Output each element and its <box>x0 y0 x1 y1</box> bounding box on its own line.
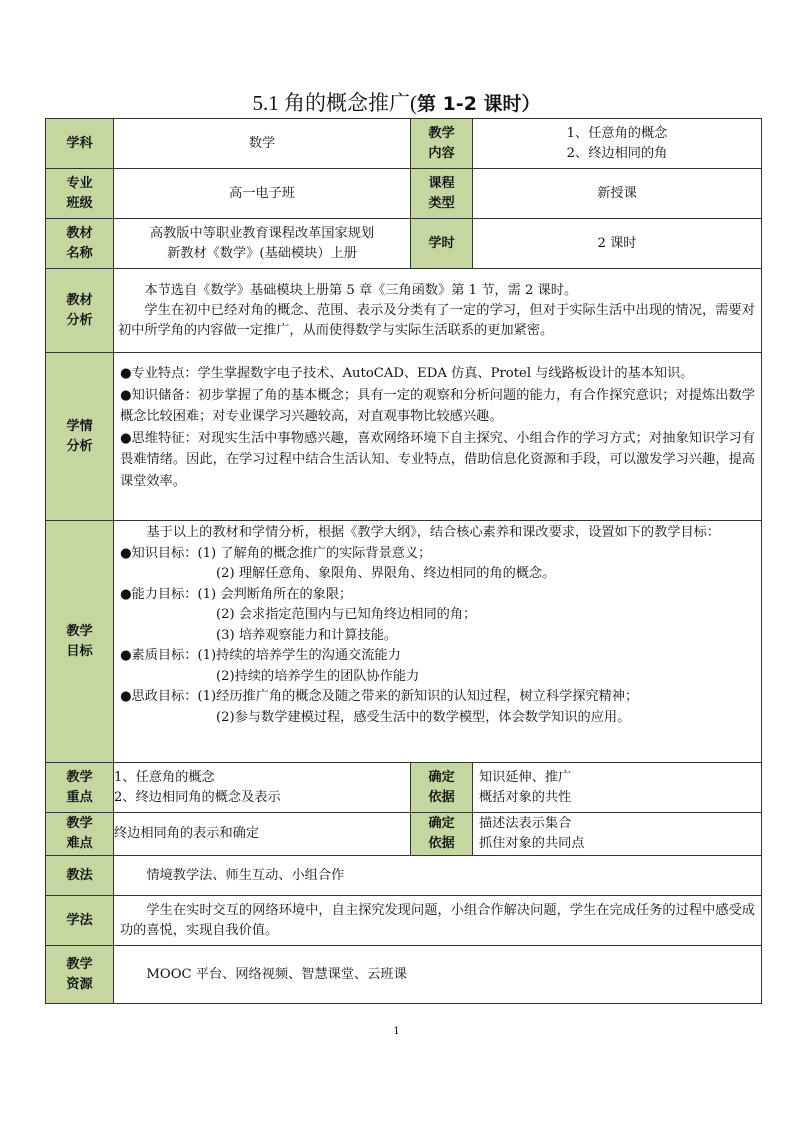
row-student-analysis <box>46 353 762 521</box>
value-teaching-method: 情境教学法、师生互动、小组合作 <box>114 856 762 896</box>
content-item: 2、终边相同的角 <box>566 145 668 161</box>
value-course-type: 新授课 <box>473 169 762 219</box>
row-teaching-method <box>46 856 762 896</box>
page-title <box>0 90 793 117</box>
value-content <box>473 119 762 169</box>
student-analysis-item: ●知识储备：初步掌握了角的基本概念；具有一定的观察和分析问题的能力，有合作探究意识；对提炼出数学概念比较困难；对专业课学习兴趣较高，对直观事物比较感兴趣。 <box>120 387 755 424</box>
row-subject <box>46 119 762 169</box>
value-resources: MOOC 平台、网络视频、智慧课堂、云班课 <box>114 946 762 1004</box>
row-difficulties <box>46 813 762 856</box>
row-textbook <box>46 219 762 269</box>
row-learning-method <box>46 896 762 946</box>
value-learning-method: 学生在实时交互的网络环境中，自主探究发现问题，小组合作解决问题，学生在完成任务的过程中感受成功的喜悦，实现自我价值。 <box>114 896 762 946</box>
row-resources <box>46 946 762 1004</box>
value-hours: 2 课时 <box>473 219 762 269</box>
label-key-points: 教学 重点 <box>46 763 114 813</box>
label-difficulties-basis: 确定 依据 <box>411 813 473 856</box>
student-analysis-item: ●思维特征：对现实生活中事物感兴趣，喜欢网络环境下自主探究、小组合作的学习方式；对抽象知识学习有畏难情绪。因此，在学习过程中结合生活认知、专业特点，借助信息化资源和手段，可以激发学习兴趣，提高课堂效率。 <box>120 430 755 489</box>
label-course-type: 课程 类型 <box>411 169 473 219</box>
label-student-analysis: 学情 分析 <box>46 353 114 521</box>
content-item: 1、任意角的概念 <box>566 125 668 141</box>
label-hours: 学时 <box>411 219 473 269</box>
value-key-points-basis: 知识延伸、推广 概括对象的共性 <box>473 763 762 813</box>
value-student-analysis <box>114 353 762 521</box>
label-content: 教学 内容 <box>411 119 473 169</box>
label-class: 专业 班级 <box>46 169 114 219</box>
label-teaching-method: 教法 <box>46 856 114 896</box>
label-objectives: 教学 目标 <box>46 521 114 763</box>
value-subject: 数学 <box>114 119 411 169</box>
value-textbook-analysis: 本节选自《数学》基础模块上册第 5 章《三角函数》第 1 节，需 2 课时。 学生在初中已经对角的概念、范围、表示及分类有了一定的学习，但对于实际生活中出现的情况，需要对初中所学角的内容做一定推广，从而使得数学与实际生活联系的更加紧密。 <box>114 269 762 353</box>
label-key-points-basis: 确定 依据 <box>411 763 473 813</box>
value-difficulties: 终边相同角的表示和确定 <box>114 813 411 856</box>
row-key-points <box>46 763 762 813</box>
lesson-plan-table <box>45 118 762 1004</box>
label-resources: 教学 资源 <box>46 946 114 1004</box>
value-objectives: 基于以上的教材和学情分析，根据《教学大纲》，结合核心素养和课改要求，设置如下的教学目标： ●知识目标：(1) 了解角的概念推广的实际背景意义； (2) 理解任意角、象限角、界限角、终边相同的角的概念。 ●能力目标：(1) 会判断角所在的象限； (2) 会求指定范围内与已知角终边相同的角； (3) 培养观察能力和计算技能。 ●素质目标：(1)持续的培养学生的沟通交流能力 (2)持续的培养学生的团队协作能力 ●思政目标：(1)经历推广角的概念及随之带来的新知识的认知过程，树立科学探究精神； (2)参与数学建模过程，感受生活中的数学模型，体会数学知识的应用。 <box>114 521 762 763</box>
row-class <box>46 169 762 219</box>
value-key-points: 1、任意角的概念 2、终边相同角的概念及表示 <box>114 763 411 813</box>
value-difficulties-basis: 描述法表示集合 抓住对象的共同点 <box>473 813 762 856</box>
title-text: 5.1 角的概念推广( <box>252 91 417 115</box>
title-bold-text: 第 1-2 课时） <box>416 93 541 115</box>
label-textbook: 教材 名称 <box>46 219 114 269</box>
row-objectives <box>46 521 762 763</box>
value-class: 高一电子班 <box>114 169 411 219</box>
label-textbook-analysis: 教材 分析 <box>46 269 114 353</box>
label-subject: 学科 <box>46 119 114 169</box>
label-learning-method: 学法 <box>46 896 114 946</box>
student-analysis-item: ●专业特点：学生掌握数字电子技术、AutoCAD、EDA 仿真、Protel 与线路板设计的基本知识。 <box>120 366 694 381</box>
page-number: 1 <box>393 1026 400 1037</box>
row-textbook-analysis <box>46 269 762 353</box>
value-textbook: 高教版中等职业教育课程改革国家规划 新教材《数学》(基础模块）上册 <box>114 219 411 269</box>
label-difficulties: 教学 难点 <box>46 813 114 856</box>
